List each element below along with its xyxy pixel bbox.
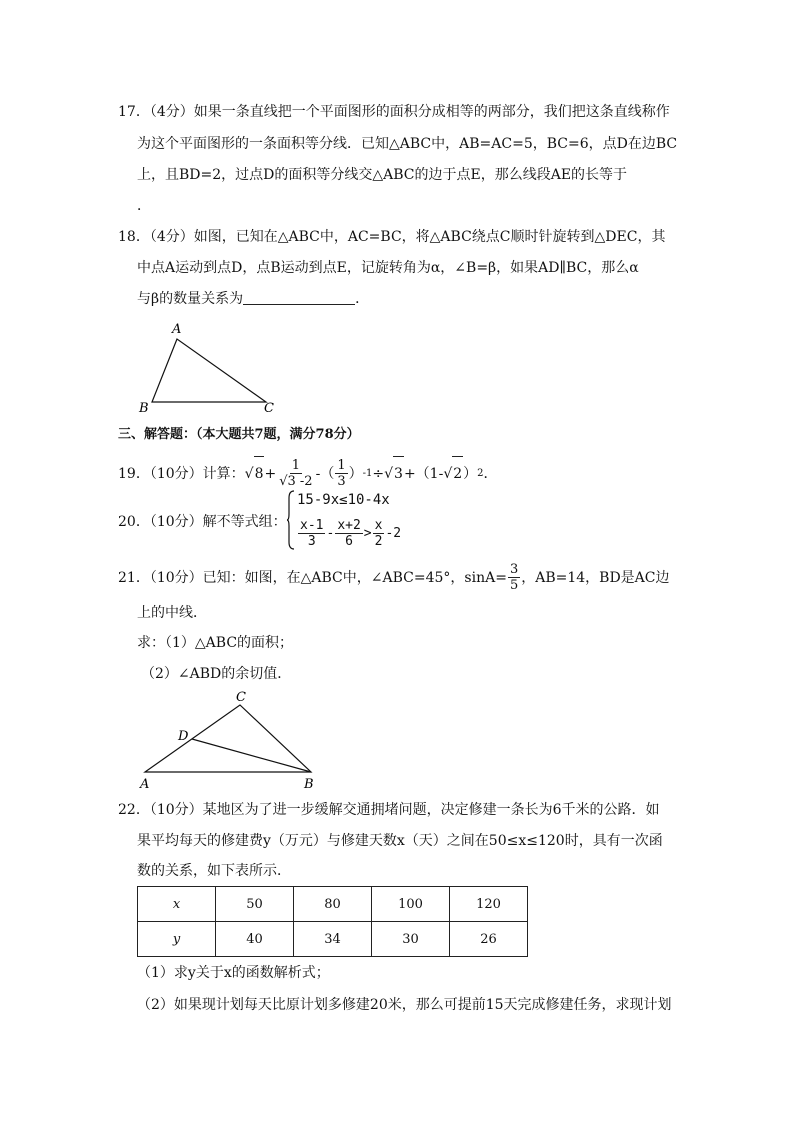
q18-line3-end: ． — [355, 291, 370, 307]
sin-den: 5 — [509, 578, 519, 593]
table-cell: 26 — [450, 922, 528, 957]
ineq-gt: > — [363, 526, 372, 541]
ineq-frac-3-den: 2 — [374, 534, 383, 549]
table-cell: 40 — [216, 922, 294, 957]
ineq-frac-3-num: x — [374, 518, 383, 533]
ineq-frac-1 — [298, 518, 325, 549]
q21-line1 — [118, 562, 670, 593]
table-cell: 50 — [216, 887, 294, 922]
frac-1-num: 1 — [291, 458, 301, 473]
close-paren-2: ） — [463, 465, 478, 482]
inequality-1: 15-9x≤10-4x — [297, 492, 390, 508]
frac-2 — [335, 458, 347, 489]
q22-line1: 22．（10分）某地区为了进一步缓解交通拥堵问题，决定修建一条长为6千米的公路．如 — [118, 802, 660, 818]
brace-icon — [287, 490, 295, 550]
plus-paren: +（1- — [403, 465, 444, 482]
q19-prefix: 19．（10分）计算： — [118, 465, 245, 482]
label-b: B — [139, 401, 149, 416]
q17-line4: ． — [137, 198, 151, 214]
q19-end: ． — [483, 465, 498, 482]
sqrt8: 8 — [254, 456, 265, 491]
table-row-x — [138, 887, 528, 922]
table-header-x: x — [138, 887, 216, 922]
label-b-2: B — [304, 777, 314, 792]
ineq-frac-1-den: 3 — [307, 534, 316, 549]
sqrt2: 2 — [452, 456, 463, 491]
table-cell: 120 — [450, 887, 528, 922]
q17-line2: 为这个平面图形的一条面积等分线．已知△ABC中，AB=AC=5，BC=6，点D在边BC — [137, 136, 678, 152]
q21-line4: （2）∠ABD的余切值． — [141, 666, 292, 682]
table-cell: 80 — [294, 887, 372, 922]
q20-prefix: 20．（10分）解不等式组： — [118, 514, 287, 530]
q18-line3-text: 与β的数量关系为 — [137, 291, 244, 307]
frac-1-den-text: 3 -2 — [287, 474, 313, 489]
sin-frac — [508, 562, 520, 593]
frac-2-num: 1 — [337, 458, 346, 473]
frac-2-den: 3 — [337, 474, 346, 489]
inequality-2 — [297, 518, 401, 549]
label-c-2: C — [236, 690, 246, 705]
frac-1-den: √3 -2 — [279, 474, 313, 489]
table-cell: 100 — [372, 887, 450, 922]
close-paren: ） — [348, 465, 363, 482]
q18-line3 — [137, 289, 369, 309]
section-heading: 三、解答题：（本大题共7题，满分78分） — [118, 427, 360, 442]
ineq-frac-2-den: 6 — [345, 534, 353, 549]
table-cell: 34 — [294, 922, 372, 957]
q21-line2: 上的中线． — [137, 605, 207, 621]
q18-line1: 18．（4分）如图，已知在△ABC中，AC=BC，将△ABC绕点C顺时针旋转到△DEC，其 — [118, 229, 666, 245]
label-a-2: A — [140, 777, 150, 792]
sqrt3: 3 — [393, 456, 404, 491]
label-a: A — [172, 322, 182, 337]
ineq-frac-1-num: x-1 — [300, 518, 324, 533]
table-header-y: y — [138, 922, 216, 957]
triangle-figure-q21 — [136, 688, 326, 792]
q21-line3: 求：（1）△ABC的面积； — [137, 635, 294, 651]
ineq-frac-2-num: x+2 — [337, 518, 361, 533]
frac-1 — [277, 458, 314, 489]
sqrt-sign-3: √ — [443, 465, 453, 482]
answer-blank — [243, 290, 355, 305]
inequality-system — [287, 490, 427, 552]
power-2: 2 — [477, 467, 484, 479]
q22-sub2: （2）如果现计划每天比原计划多修建20米，那么可提前15天完成修建任务，求现计划 — [137, 997, 672, 1013]
q22-line3: 数的关系，如下表所示． — [137, 863, 291, 879]
triangle-abc-2 — [145, 705, 311, 772]
data-table — [137, 886, 528, 957]
ineq-tail: -2 — [385, 526, 402, 541]
table-cell: 30 — [372, 922, 450, 957]
ineq-frac-2 — [335, 518, 362, 549]
table-row-y — [138, 922, 528, 957]
q22-line2: 果平均每天的修建费y（万元）与修建天数x（天）之间在50≤x≤120时，具有一次函 — [137, 833, 663, 849]
q19-line — [118, 456, 498, 491]
q18-line2: 中点A运动到点D，点B运动到点E，记旋转角为α，∠B=β，如果AD∥BC，那么α — [137, 260, 639, 276]
triangle-figure-q18 — [134, 318, 284, 418]
label-c: C — [264, 401, 274, 416]
plus: + — [264, 465, 277, 482]
triangle-abc — [152, 339, 266, 402]
minus-paren: -（ — [315, 465, 335, 482]
q17-line1: 17．（4分）如果一条直线把一个平面图形的面积分成相等的两部分，我们把这条直线称作 — [118, 104, 670, 120]
ineq-minus: - — [326, 526, 335, 541]
sqrt-sign: √ — [244, 465, 254, 482]
sin-num: 3 — [509, 562, 519, 577]
q21-line1-tail: ，AB=14，BD是AC边 — [521, 569, 670, 586]
divide: ÷ — [372, 465, 385, 482]
ineq-frac-3 — [373, 518, 385, 549]
q22-sub1: （1）求y关于x的函数解析式； — [137, 965, 330, 981]
label-d: D — [178, 729, 189, 744]
q17-line3: 上，且BD=2，过点D的面积等分线交△ABC的边于点E，那么线段AE的长等于 — [137, 167, 628, 183]
power-neg1: -1 — [362, 467, 373, 479]
q21-line1-text: 21．（10分）已知：如图，在△ABC中，∠ABC=45°，sinA= — [118, 569, 507, 586]
sqrt-sign-2: √ — [384, 465, 394, 482]
